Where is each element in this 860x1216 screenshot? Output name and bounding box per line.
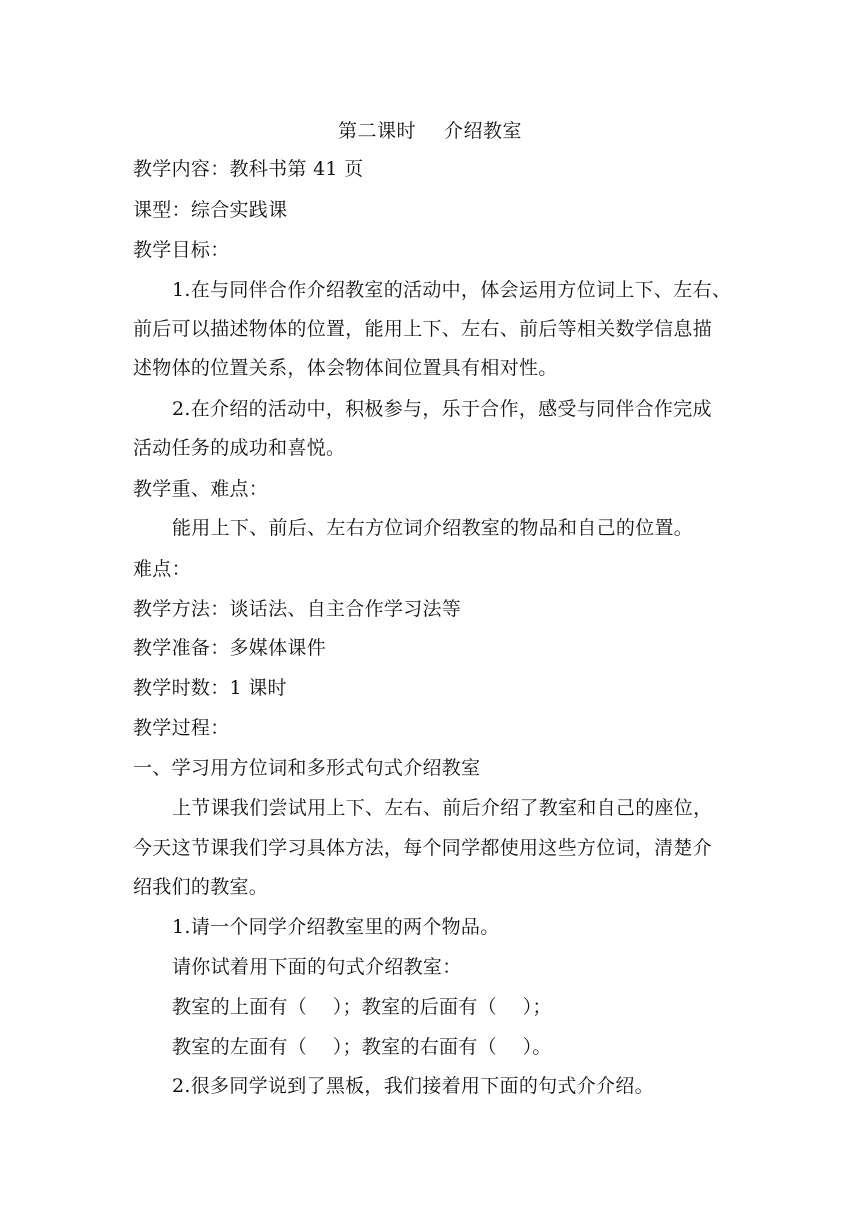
- teaching-method-line: 教学方法：谈话法、自主合作学习法等: [133, 598, 462, 620]
- key-points-text: 能用上下、前后、左右方位词介绍教室的物品和自己的位置。: [172, 517, 694, 539]
- teaching-preparation-line: 教学准备：多媒体课件: [133, 637, 327, 659]
- difficulty-heading: 难点：: [133, 558, 191, 580]
- teaching-hours-line: 教学时数：1 课时: [133, 677, 287, 699]
- section-1-heading: 一、学习用方位词和多形式句式介绍教室: [133, 757, 481, 779]
- objectives-heading: 教学目标：: [133, 239, 230, 261]
- objective-2-line-2: 活动任务的成功和喜悦。: [133, 437, 346, 459]
- lesson-title: [0, 118, 860, 144]
- objective-1-line-3: 述物体的位置关系，体会物体间位置具有相对性。: [133, 357, 558, 379]
- lesson-title-part1: 第二课时: [337, 120, 416, 142]
- teaching-process-heading: 教学过程：: [133, 717, 230, 739]
- sentence-prompt-line: 请你试着用下面的句式介绍教室：: [172, 956, 462, 978]
- objective-2-line-1: 2.在介绍的活动中，积极参与，乐于合作，感受与同伴合作完成: [172, 398, 712, 420]
- step-2-line: 2.很多同学说到了黑板，我们接着用下面的句式介介绍。: [172, 1075, 654, 1097]
- teaching-content-line: 教学内容：教科书第 41 页: [133, 158, 364, 180]
- step-1-line: 1.请一个同学介绍教室里的两个物品。: [172, 916, 500, 938]
- objective-1-line-1: 1.在与同伴合作介绍教室的活动中，体会运用方位词上下、左右、: [172, 279, 732, 301]
- key-points-heading: 教学重、难点：: [133, 478, 269, 500]
- intro-paragraph-line-2: 今天这节课我们学习具体方法，每个同学都使用这些方位词，清楚介: [133, 837, 713, 859]
- lesson-title-part2: 介绍教室: [444, 120, 523, 142]
- intro-paragraph-line-3: 绍我们的教室。: [133, 876, 269, 898]
- lesson-type-line: 课型：综合实践课: [133, 199, 288, 221]
- intro-paragraph-line-1: 上节课我们尝试用上下、左右、前后介绍了教室和自己的座位，: [172, 797, 713, 819]
- sentence-pattern-1: 教室的上面有（ ）；教室的后面有（ ）；: [172, 996, 552, 1018]
- objective-1-line-2: 前后可以描述物体的位置，能用上下、左右、前后等相关数学信息描: [133, 318, 713, 340]
- sentence-pattern-2: 教室的左面有（ ）；教室的右面有（ ）。: [172, 1036, 552, 1058]
